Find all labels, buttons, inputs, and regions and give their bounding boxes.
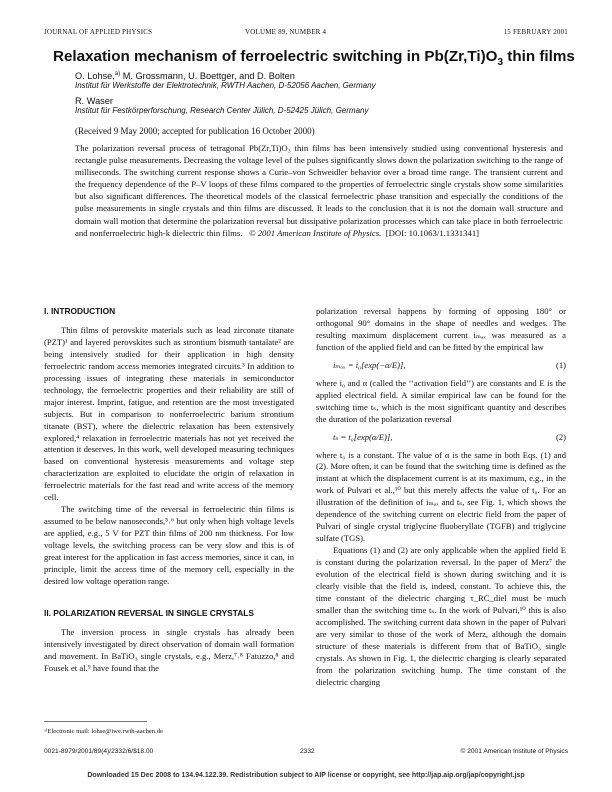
author-group-2: R. Waser xyxy=(75,96,113,106)
publisher-copyright: © 2001 American Institute of Physics xyxy=(460,748,568,755)
paper-title: Relaxation mechanism of ferroelectric switching in $Pb(Zr,Ti)O_3$ thin films xyxy=(53,48,575,69)
doi-link[interactable]: [DOI: 10.1063/1.1331341] xyxy=(385,227,480,238)
left-column xyxy=(44,306,294,675)
abstract-copyright: © 2001 American Institute of Physics. xyxy=(248,227,382,238)
abstract: The polarization reversal process of tetragonal Pb(Zr,Ti)O₃ thin films has been intensively studied using conventional hysteresis and rectangle pulse measurements. Decreasing the voltage level of the pulses significantly slows down the polarization switching to the range of milliseconds. The switching current response shows a Curie–von Schweidler behavior over a broad time range. The transient current and the frequency dependence of the P–V loops of these films compared to the properties of ferroelectric single crystals show some similarities but also significant differences. The theoretical models of the classical ferroelectric phase transition and especially the conditions of the pulse measurements in single crystals and thin films are discussed. It leads to the conclusion that it is not the domain wall structure and domain wall motion that determine the polarization reversal but dissipative polarization processes which can take place in both ferroelectric and nonferroelectric high-k dielectric thin films. © 2001 American Institute of Physics. [DOI: 10.1063/1.1331341] xyxy=(75,143,563,238)
journal-name: JOURNAL OF APPLIED PHYSICS xyxy=(44,28,153,36)
footnote-divider xyxy=(44,721,147,722)
received-dates: (Received 9 May 2000; accepted for publication 16 October 2000) xyxy=(75,126,315,136)
paragraph: Equations (1) and (2) are only applicable when the applied field E is constant during the polarization reversal. In the paper of Merz⁷ the evolution of the electrical field is shown during switching and it is clearly visible that the field is, indeed, constant. To achieve this, the time constant of the dielectric charging τ_RC_diel must be much smaller than the switching time tₛ. In the work of Pulvari,¹⁰ this is also accomplished. The switching current data shown in the paper of Pulvari are very similar to those of the work of Merz, although the domain structure of these materials is different from that of BaTiO₃ single crystals. As shown in Fig. 1, the dielectric charging is clearly separated from the polarization switching hump. The time constant of the dielectric charging xyxy=(316,545,566,687)
paragraph: Thin films of perovskite materials such as lead zirconate titanate (PZT)¹ and layered perovskites such as strontium bismuth tantalate² are being intensively studied for their application in high density ferroelectric random access memories integrated circuits.³ In addition to processing issues of integrating these materials in semiconductor technology, the ferroelectric properties and their reliability are still of major interest. Imprint, fatigue, and retention are the most investigated subjects. But in comparison to nonferroelectric barium strontium titanate (BST), where the dielectric relaxation has been extensively explored,⁴ relaxation in ferroelectric materials has not yet received the attention it deserves. In this work, well developed measuring techniques based on conventional hysteresis measurements and voltage step characterization are exploited to elucidate the origin of relaxation in ferroelectric materials for the fast read and write access of the memory cell. xyxy=(44,324,294,503)
author-block xyxy=(75,71,376,115)
paragraph: The switching time of the reversal in ferroelectric thin films is assumed to be below nanoseconds,⁵˒⁶ but only when high voltage levels are applied, e.g., 5 V for PZT thin films of 200 nm thickness. For low voltage levels, the switching process can be very slow and this is of great interest for the application in fast access memories, since it can, in principle, limit the access time of the memory cell, especially in the desired low voltage operation range. xyxy=(44,504,294,586)
equation-2: tₛ = t₀[exp(α/E)], (2) xyxy=(333,431,566,442)
article-code: 0021-8979/2001/89(4)/2332/6/$18.00 xyxy=(44,748,154,755)
equation-1: iₘₐₓ = i₀[exp(−α/E)], (1) xyxy=(333,359,566,370)
page-number: 2332 xyxy=(300,748,315,755)
volume-number: VOLUME 89, NUMBER 4 xyxy=(245,28,327,36)
right-column xyxy=(316,306,566,689)
paragraph: where i₀ and α (called the ‘‘activation field’’) are constants and E is the applied electrical field. A similar empirical law can be found for the switching time tₛ, which is the most significant quantity and describes the duration of the polarization reversal xyxy=(316,377,566,424)
section-heading-polarization-reversal: II. POLARIZATION REVERSAL IN SINGLE CRYSTALS xyxy=(44,607,255,618)
paragraph: where t₀ is a constant. The value of α is the same in both Eqs. (1) and (2). More often, it can be found that the switching time is defined as the instant at which the displacement current is at its maximum, e.g., in the work of Pulvari et al.,¹⁰ but this merely affects the value of t₀. For an illustration of the definition of iₘₐₓ and tₛ, see Fig. 1, which shows the dependence of the switching current on electric field from the paper of Pulvari of single crystal triglycine fluoberyllate (TGFB) and triglycine sulfate (TGS). xyxy=(316,449,566,544)
paragraph: polarization reversal happens by forming of opposing 180° or orthogonal 90° domains in the shape of needles and wedges. The resulting maximum displacement current iₘₐₓ was measured as a function of the applied field and can be fitted by the empirical law xyxy=(316,306,566,352)
affiliation-1: Institut für Werkstoffe der Elektrotechnik, RWTH Aachen, D-52056 Aachen, Germany xyxy=(75,81,376,90)
section-heading-introduction: I. INTRODUCTION xyxy=(44,306,116,316)
affiliation-2: Institut für Festkörperforschung, Research Center Jülich, D-52425 Jülich, Germany xyxy=(75,106,369,115)
paragraph: The inversion process in single crystals has already been intensively investigated by direct observation of domain wall formation and movement. In BaTiO₃ single crystals, e.g., Merz,⁷˒⁸ Fatuzzo,⁸ and Fousek et al.⁹ have found that the xyxy=(44,626,294,673)
download-notice: Downloaded 15 Dec 2008 to 134.94.122.39. Redistribution subject to AIP license or copyright, see http://jap.aip.org/jap/copyright.jsp xyxy=(87,772,525,779)
footnote-email: ᵃ⁾Electronic mail: lohse@iwe.rwth-aachen.de xyxy=(44,728,163,735)
author-group-1: O. Lohse,$^{a)}$ M. Grossmann, U. Boettger, and D. Bolten xyxy=(75,70,295,81)
issue-date: 15 FEBRUARY 2001 xyxy=(503,28,568,36)
